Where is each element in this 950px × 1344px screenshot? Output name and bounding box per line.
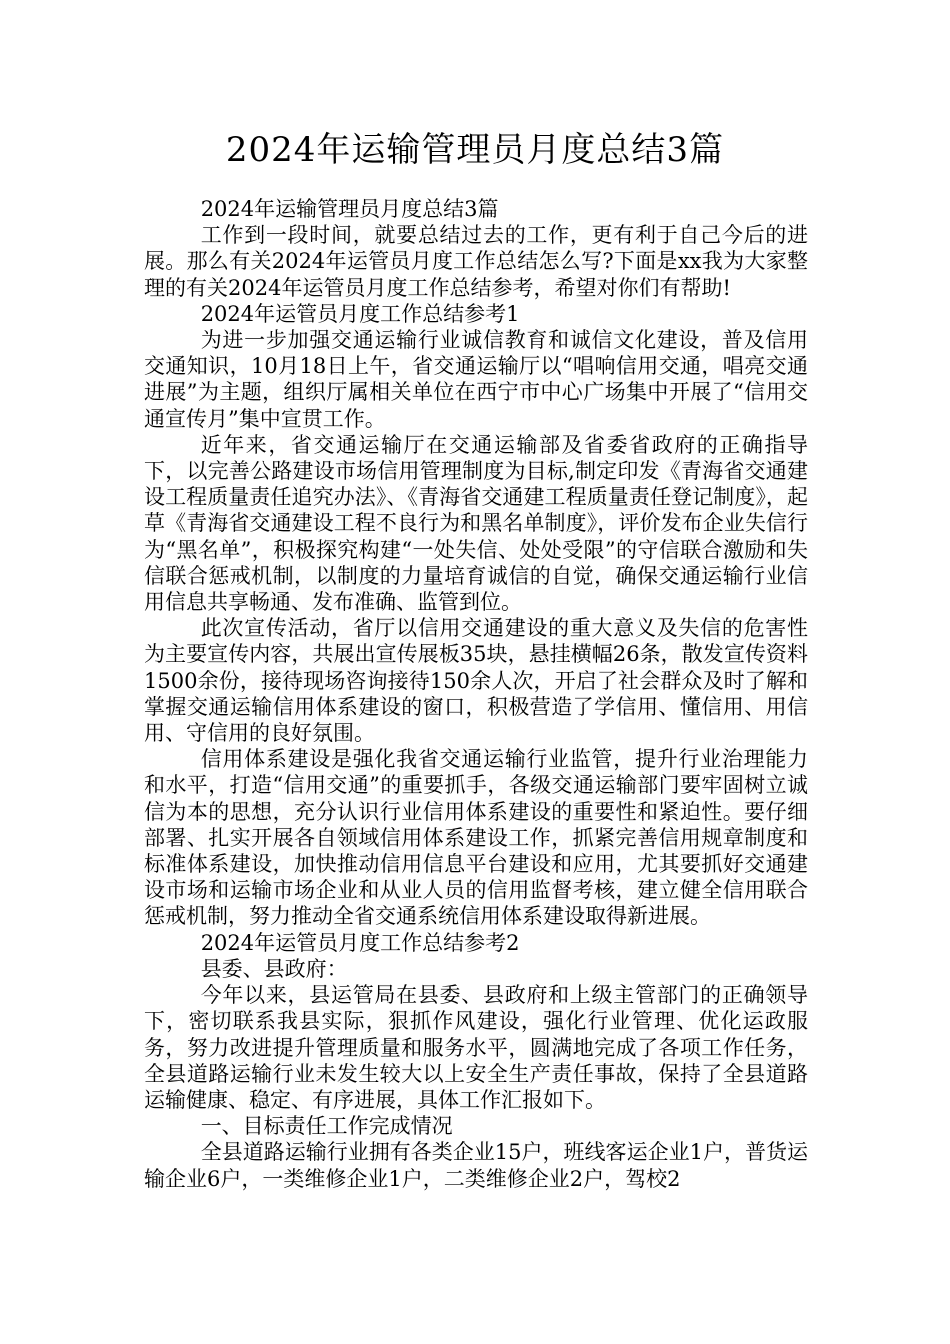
subtitle-paragraph: 2024年运输管理员月度总结3篇: [200, 197, 499, 221]
salutation-paragraph: 县委、县政府：: [200, 956, 348, 981]
body-paragraph: 今年以来，县运管局在县委、县政府和上级主管部门的正确领导下，密切联系我县实际，狠抓作风建设，强化行业管理、优化运政服务，努力改进提升管理质量和服务水平，圆满地完成了各项工作任务，全县道路运输行业未发生较大以上安全生产责任事故，保持了全县道路运输健康、稳定、有序进展，具体工作汇报如下。: [144, 983, 808, 1112]
page-title: 2024年运输管理员月度总结3篇: [225, 130, 725, 170]
section-heading-2: 2024年运管员月度工作总结参考2: [200, 930, 520, 955]
intro-paragraph: 工作到一段时间，就要总结过去的工作，更有利于自己今后的进展。那么有关2024年运管员月度工作总结怎么写?下面是xx我为大家整理的有关2024年运管员月度工作总结参考，希望对你们有帮助!: [144, 223, 808, 300]
body-paragraph: 信用体系建设是强化我省交通运输行业监管，提升行业治理能力和水平，打造“信用交通”的重要抓手，各级交通运输部门要牢固树立诚信为本的思想，充分认识行业信用体系建设的重要性和紧迫性。要仔细部署、扎实开展各自领域信用体系建设工作，抓紧完善信用规章制度和标准体系建设，加快推动信用信息平台建设和应用，尤其要抓好交通建设市场和运输市场企业和从业人员的信用监督考核，建立健全信用联合惩戒机制，努力推动全省交通系统信用体系建设取得新进展。: [144, 747, 808, 929]
body-paragraph: 此次宣传活动，省厅以信用交通建设的重大意义及失信的危害性为主要宣传内容，共展出宣传展板35块，悬挂横幅26条，散发宣传资料1500余份，接待现场咨询接待150余人次，开启了社会群众及时了解和掌握交通运输信用体系建设的窗口，积极营造了学信用、懂信用、用信用、守信用的良好氛围。: [144, 616, 808, 746]
section-heading-1: 2024年运管员月度工作总结参考1: [200, 301, 520, 326]
document-body: [144, 196, 808, 1192]
body-paragraph: 全县道路运输行业拥有各类企业15户，班线客运企业1户，普货运输企业6户，一类维修企业1户，二类维修企业2户，驾校2: [144, 1140, 808, 1191]
body-paragraph: 近年来，省交通运输厅在交通运输部及省委省政府的正确指导下，以完善公路建设市场信用管理制度为目标,制定印发《青海省交通建设工程质量责任追究办法》、《青海省交通建工程质量责任登记制度》，起草《青海省交通建设工程不良行为和黑名单制度》，评价发布企业失信行为“黑名单”，积极探究构建“一处失信、处处受限”的守信联合激励和失信联合惩戒机制，以制度的力量培育诚信的自觉，确保交通运输行业信用信息共享畅通、发布准确、监管到位。: [144, 432, 808, 615]
subsection-heading: 一、目标责任工作完成情况: [200, 1114, 453, 1139]
body-paragraph: 为进一步加强交通运输行业诚信教育和诚信文化建设，普及信用交通知识，10月18日上午，省交通运输厅以“唱响信用交通，唱亮交通进展”为主题，组织厅属相关单位在西宁市中心广场集中开展了“信用交通宣传月”集中宣贯工作。: [144, 328, 808, 431]
